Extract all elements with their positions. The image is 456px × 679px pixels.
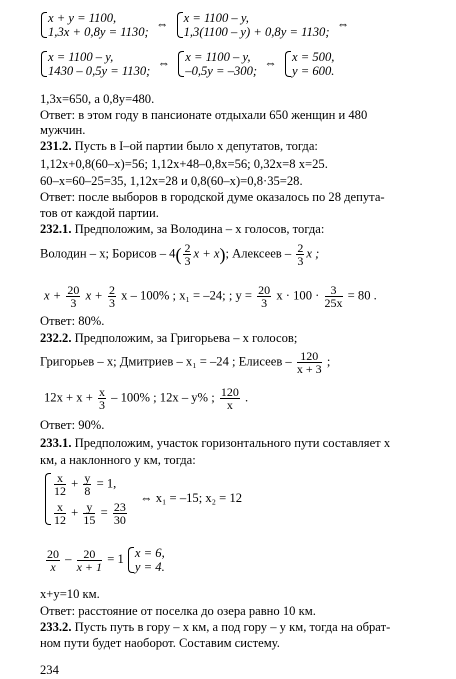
equation-line: 60–x=60–25=35, 1,12x=28 и 0,8(60–x)=0,8·35=28. — [40, 174, 303, 188]
text-line: км, а наклонного y км, тогда: — [40, 453, 196, 467]
system-2c: x = 500, y = 600. — [284, 50, 334, 78]
text-line: ном пути будет наоборот. Составим систему. — [40, 636, 280, 650]
system-1a: x + y = 1100, 1,3x + 0,8y = 1130; — [40, 11, 149, 39]
system-233: $\frac{x}{12}$ + $\frac{y}{8}$ = 1, $\frac{x}{12}$ + $\frac{y}{15}$ = $\frac{23}{30}$ ⇔ x₁ = –15; x₂ = 12 — [44, 472, 242, 526]
answer-line: Ответ: после выборов в городской думе оказалось по 28 депута- — [40, 190, 385, 204]
equivalence-arrow: ⇔ — [157, 55, 171, 70]
answer-line: Ответ: расстояние от поселка до озера равно 10 км. — [40, 604, 316, 618]
system-1b: x = 1100 – y, 1,3(1100 – y) + 0,8y = 1130; — [176, 11, 330, 39]
equivalence-arrow: ⇔ — [336, 16, 350, 31]
problem-number: 233.1. — [40, 436, 72, 450]
system-row-1 — [40, 11, 349, 39]
problem-231-2: 231.2. Пусть в I–ой партии было x депутатов, тогда: — [40, 139, 318, 153]
page-number: 234 — [40, 663, 59, 677]
problem-232-1: 232.1. Предположим, за Володина – x голосов, тогда: — [40, 222, 325, 236]
problem-number: 233.2. — [40, 620, 72, 634]
equivalence-arrow: ⇔ — [155, 16, 169, 31]
sum-equation: 12x + x + $\frac{x}{3}$ – 100% ; 12x – y% ; $\frac{120}{x}$ . — [44, 385, 249, 412]
sum-equation: x + $\frac{20}{3}$ x + $\frac{2}{3}$ x – 100% ; x₁ = –24; ; y = $\frac{20}{3}$ x · 100 · $\frac{3}{25x}$ = 80 . — [44, 283, 377, 310]
answer-line: Ответ: в этом году в пансионате отдыхали 650 женщин и 480 — [40, 108, 368, 122]
fraction: $\frac{2}{3}$ — [184, 241, 191, 268]
equation-233: $\frac{20}{x}$ – $\frac{20}{x + 1}$ = 1 x = 6, y = 4. — [47, 546, 165, 574]
result-line: 1,3x=650, а 0,8y=480. — [40, 92, 155, 106]
answer-line: мужчин. — [40, 123, 86, 137]
answer-line: тов от каждой партии. — [40, 206, 159, 220]
candidates-line: Володин – x; Борисов – 4( $\frac{2}{3}$ x + x); Алексеев – $\frac{2}{3}$ x ; — [40, 241, 320, 268]
system-row-2 — [40, 50, 334, 78]
system-2b: x = 1100 – y, –0,5y = –300; — [177, 50, 257, 78]
equivalence-arrow: ⇔ — [264, 55, 277, 70]
equation-line: 1,12x+0,8(60–x)=56; 1,12x+48–0,8x=56; 0,32x=8 x=25. — [40, 157, 328, 171]
answer-line: Ответ: 80%. — [40, 314, 105, 328]
problem-232-2: 232.2. Предположим, за Григорьева – x голосов; — [40, 331, 298, 345]
candidates-line: Григорьев – x; Дмитриев – x₁ = –24 ; Елисеев – $\frac{120}{x + 3}$ ; — [40, 349, 331, 376]
problem-233-1: 233.1. Предположим, участок горизонтального пути составляет x — [40, 436, 391, 450]
answer-line: Ответ: 90%. — [40, 418, 105, 432]
problem-number: 232.2. — [40, 331, 72, 345]
fraction: $\frac{2}{3}$ — [297, 241, 304, 268]
system-2a: x = 1100 – y, 1430 – 0,5y = 1130; — [40, 50, 150, 78]
problem-233-2: 233.2. Пусть путь в гору – x км, а под гору – y км, тогда на обрат- — [40, 620, 391, 634]
result-line: x+y=10 км. — [40, 587, 100, 601]
problem-number: 232.1. — [40, 222, 72, 236]
problem-number: 231.2. — [40, 139, 72, 153]
